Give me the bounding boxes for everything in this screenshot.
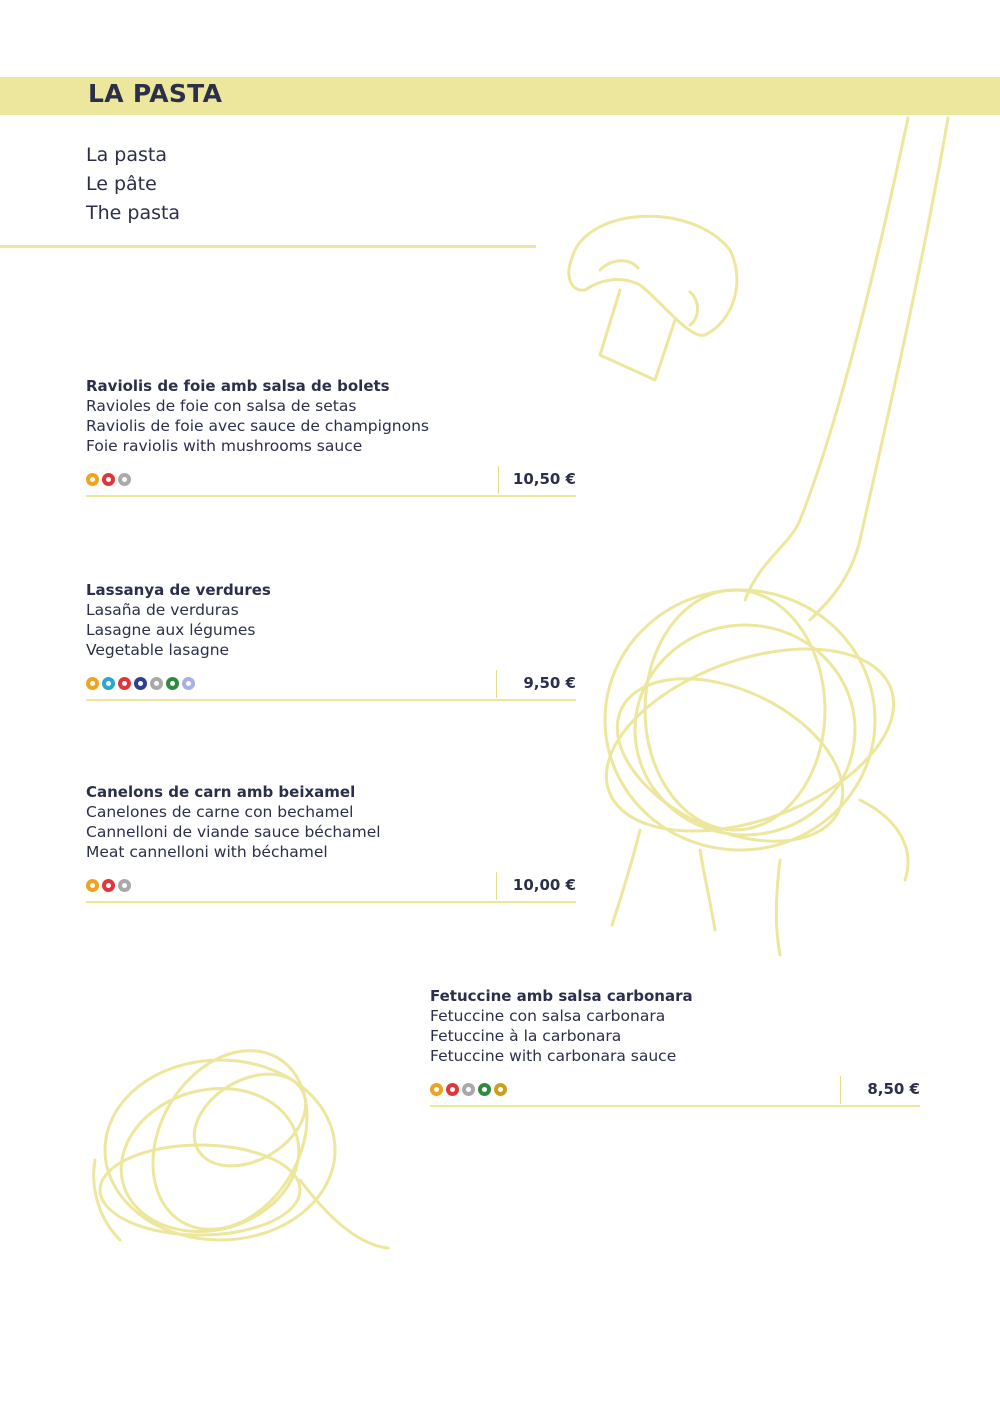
fish-icon: [134, 677, 147, 690]
dish-meta: [86, 872, 576, 906]
milk-icon: [150, 677, 163, 690]
subtitle-french: Le pâte: [86, 173, 157, 195]
dish-underline: [86, 495, 576, 497]
dish-name: Lassanya de verdures: [86, 581, 271, 599]
dish-translation: Canelones de carne con bechamel: [86, 803, 354, 821]
allergen-icons: [86, 473, 131, 486]
gluten-icon: [86, 879, 99, 892]
price-divider: [496, 872, 497, 900]
fork-icon: [745, 118, 948, 620]
dish-price: 10,00 €: [512, 876, 576, 894]
gluten-icon: [86, 677, 99, 690]
section-divider: [0, 245, 536, 248]
dish-price: 8,50 €: [867, 1080, 920, 1098]
page-title: LA PASTA: [88, 79, 223, 108]
dish-underline: [86, 699, 576, 701]
dish-underline: [86, 901, 576, 903]
dish-translation: Lasagne aux légumes: [86, 621, 256, 639]
subtitle-catalan: La pasta: [86, 144, 167, 166]
allergen-icons: [430, 1083, 507, 1096]
dish-underline: [430, 1105, 920, 1107]
dish-translation: Foie raviolis with mushrooms sauce: [86, 437, 363, 455]
mustard-icon: [494, 1083, 507, 1096]
menu-item: [430, 986, 920, 1110]
price-divider: [496, 670, 497, 698]
dish-price: 10,50 €: [512, 470, 576, 488]
dish-meta: [430, 1076, 920, 1110]
molluscs-icon: [182, 677, 195, 690]
milk-icon: [118, 879, 131, 892]
gluten-icon: [430, 1083, 443, 1096]
dish-meta: [86, 670, 576, 704]
dish-translation: Ravioles de foie con salsa de setas: [86, 397, 357, 415]
dish-translation: Vegetable lasagne: [86, 641, 230, 659]
dish-translation: Cannelloni de viande sauce béchamel: [86, 823, 381, 841]
milk-icon: [462, 1083, 475, 1096]
egg-icon: [102, 879, 115, 892]
allergen-icons: [86, 677, 195, 690]
celery-icon: [166, 677, 179, 690]
menu-item: [86, 580, 576, 704]
dish-translation: Meat cannelloni with béchamel: [86, 843, 328, 861]
crustaceans-icon: [102, 677, 115, 690]
gluten-icon: [86, 473, 99, 486]
pasta-nest-icon: [94, 1023, 388, 1258]
dish-name: Canelons de carn amb beixamel: [86, 783, 356, 801]
menu-item: [86, 782, 576, 906]
egg-icon: [118, 677, 131, 690]
subtitle-english: The pasta: [86, 202, 181, 224]
milk-icon: [118, 473, 131, 486]
dish-price: 9,50 €: [523, 674, 576, 692]
dish-translation: Fetuccine con salsa carbonara: [430, 1007, 666, 1025]
dish-translation: Raviolis de foie avec sauce de champignons: [86, 417, 429, 435]
spaghetti-icon: [582, 590, 919, 955]
price-divider: [840, 1076, 841, 1104]
menu-item: [86, 376, 576, 500]
dish-translation: Fetuccine with carbonara sauce: [430, 1047, 677, 1065]
egg-icon: [446, 1083, 459, 1096]
dish-meta: [86, 466, 576, 500]
section-subtitles: [86, 141, 180, 228]
dish-translation: Fetuccine à la carbonara: [430, 1027, 622, 1045]
celery-icon: [478, 1083, 491, 1096]
dish-name: Raviolis de foie amb salsa de bolets: [86, 377, 390, 395]
mushroom-icon: [569, 216, 737, 380]
allergen-icons: [86, 879, 131, 892]
dish-translation: Lasaña de verduras: [86, 601, 239, 619]
egg-icon: [102, 473, 115, 486]
dish-name: Fetuccine amb salsa carbonara: [430, 987, 693, 1005]
price-divider: [498, 466, 499, 494]
